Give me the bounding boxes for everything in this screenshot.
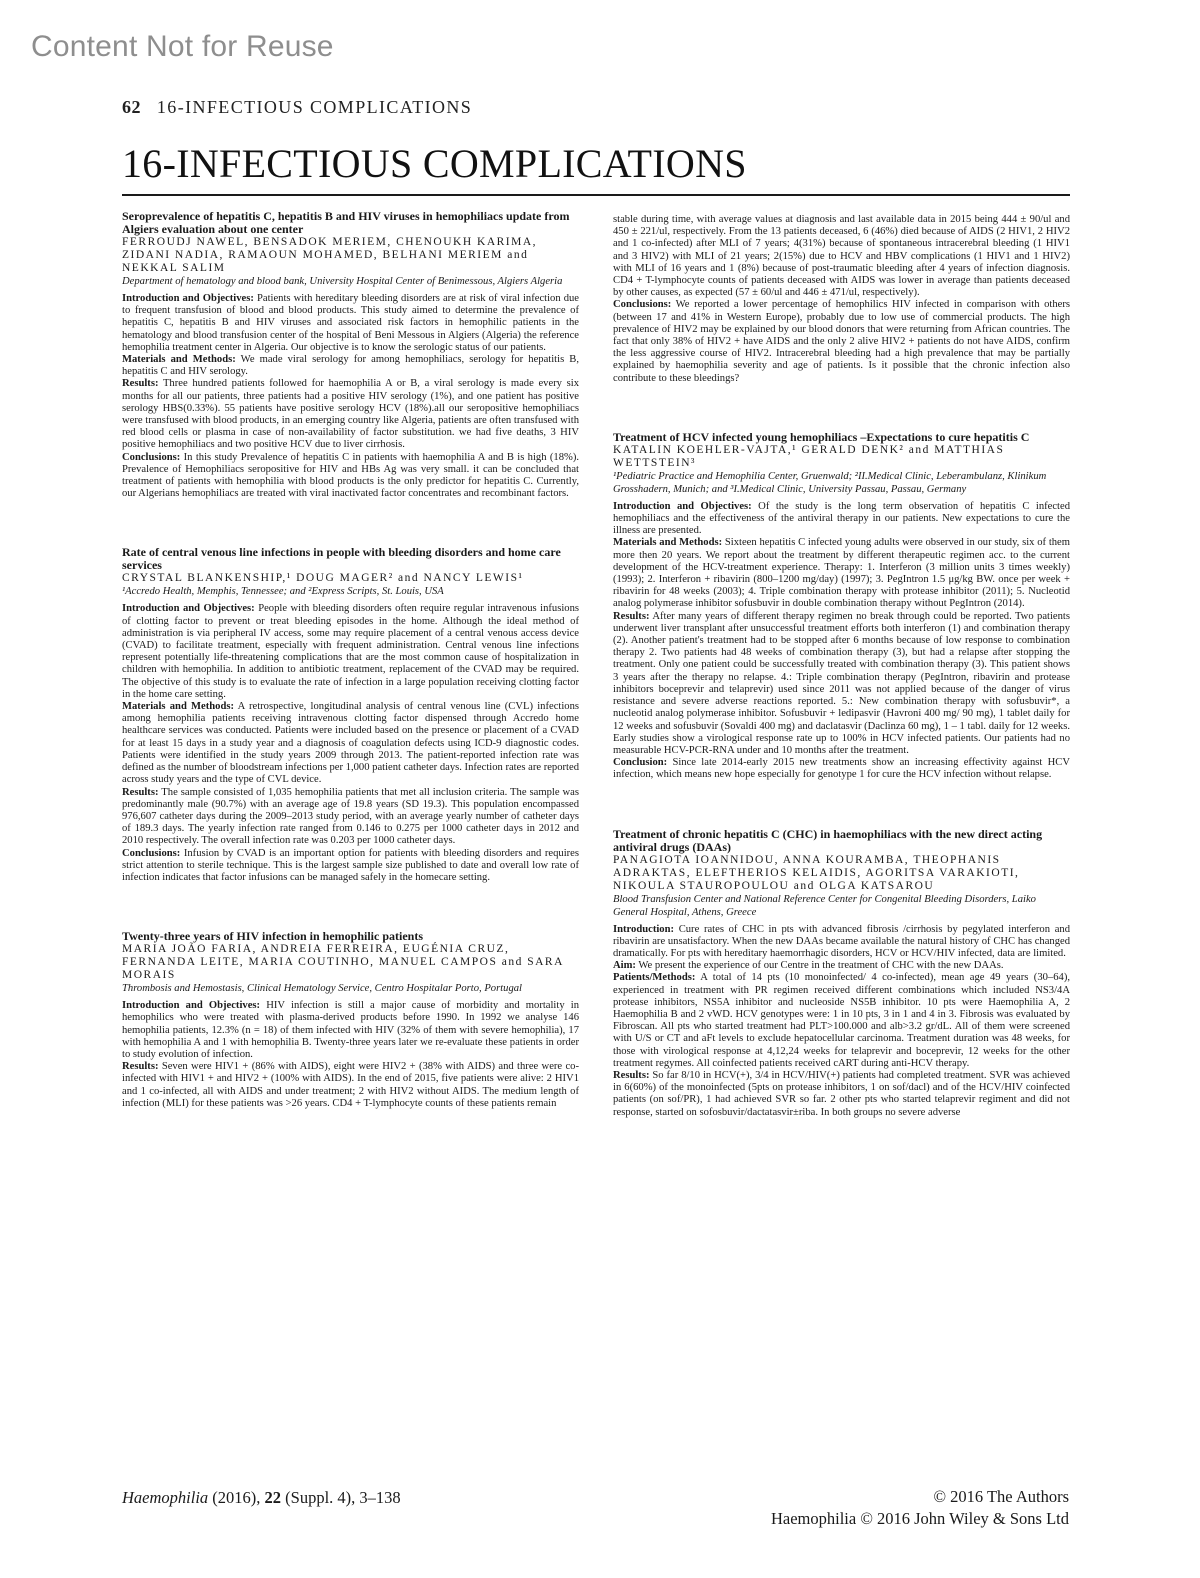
footer-journal: Haemophilia <box>122 1488 209 1507</box>
paragraph-label: Materials and Methods: <box>122 701 235 713</box>
paragraph-text: A total of 14 pts (10 monoinfected/ 4 co-infected), mean age 49 years (30–64), experienced in treatment with PR regimen received different combinations which included NS3/4A protease inhibitors, NS5A inhibitor and nucleoside NS5B inhibitor. 10 pts were Haemophilia A, 2 Haemophilia B and 2 vWD. HCV genotypes were: 1 in 10 pts, 3 in 1 and 4 in 3. Fibrosis was evaluated by Fibroscan. All pts who started treatment had PLT>100.000 and alb>3.2 gr/dL. All of them were screened with U/S or CT and aFt levels to exclude hepatocellular carcinoma. Treatment duration was 48 weeks, for those with virological response at 4,12,24 weeks for telaprevir and boceprevir, 12 weeks for the other treatment regymes. All coinfected patients received cART during anti-HCV therapy. <box>613 972 1070 1069</box>
paragraph-label: Conclusions: <box>613 299 672 311</box>
paragraph-label: Results: <box>122 378 159 390</box>
abstract-paragraph <box>613 924 1070 961</box>
abstract-affiliation: Department of hematology and blood bank, University Hospital Center of Benimessous, Algiers Algeria <box>122 276 563 287</box>
paragraph-text: Infusion by CVAD is an important option for patients with bleeding disorders and requires strict attention to sterile technique. This is the largest sample size published to date and overall low rate of infection indicates that factor infusions can be managed safely in the homecare setting. <box>122 847 579 883</box>
abstract-authors: PANAGIOTA IOANNIDOU, ANNA KOURAMBA, THEOPHANIS ADRAKTAS, ELEFTHERIOS KELAIDIS, AGORITSA VARAKIOTI, NIKOULA STAUROPOULOU and OLGA KATSAROU <box>613 853 1020 892</box>
abstract <box>613 431 1070 782</box>
paragraph-text: stable during time, with average values at diagnosis and last available data in 2015 being 444 ± 90/ul and 450 ± 221/ul, respectively. From the 13 patients deceased, 6 (46%) died because of AIDS (2 HIV1, 2 HIV2 and 1 co-infected) after MLI of 7 years; 4(31%) because of spontaneous intracerebral bleeding (1 HIV1 and 3 HIV2) with MLI of 21 years; 2(15%) due to HCV and HBV complications (1 HIV1 and 1 HIV2) with MLI of 16 years and 1 (8%) because of post-traumatic bleeding after 4 years of infection diagnosis. CD4 + T-lymphocyte counts of patients deceased with AIDS was lower in average than patients deceased by other causes, as expected (57 ± 60/ul and 446 ± 471/ul, respectively). <box>613 214 1070 299</box>
footer-issue: (Suppl. 4), 3–138 <box>285 1488 401 1507</box>
watermark: Content Not for Reuse <box>31 30 334 63</box>
footer-citation <box>122 1488 401 1508</box>
paragraph-label: Patients/Methods: <box>613 972 696 984</box>
abstract-paragraph <box>122 452 579 501</box>
paragraph-label: Aim: <box>613 960 636 972</box>
paragraph-label: Conclusion: <box>613 757 668 769</box>
abstract-paragraph <box>613 611 1070 757</box>
paragraph-label: Materials and Methods: <box>613 537 723 549</box>
abstract-paragraph <box>122 378 579 451</box>
paragraph-label: Results: <box>122 1061 159 1073</box>
abstract <box>122 210 579 500</box>
abstract-paragraph <box>122 354 579 378</box>
abstract-paragraph <box>613 214 1070 299</box>
paragraph-text: We reported a lower percentage of hemophilics HIV infected in comparison with others (between 17 and 41% in Western Europe), probably due to low use of commercial products. The high prevalence of HIV2 may be explained by our blood donors that were returning from African countries. The fact that only 38% of HIV2 + have AIDS and the only 2 alive HIV2 + patients do not have AIDS, confirm the less aggressive course of HIV2. Intracerebral bleeding had a high prevalence that may be partially explained by haemophilia severity and age of patients. Is it possible that the chronic infection also contribute to these bleedings? <box>613 299 1070 384</box>
paragraph-text: People with bleeding disorders often require regular intravenous infusions of clotting factor to prevent or treat bleeding episodes in the home. Although the ideal method of administration is via peripheral IV access, some may require placement of a central venous access device (CVAD) to facilitate treatment, especially with frequent administration. Central venous line infections represent potentially life-threatening complications that are the most common cause of hospitalization in children with hemophilia. In addition to antibiotic treatment, replacement of the CVAD may be required. The objective of this study is to evaluate the rate of infection in a large population receiving clotting factor in the home care setting. <box>122 603 579 700</box>
abstract-affiliation: Thrombosis and Hemostasis, Clinical Hematology Service, Centro Hospitalar Porto, Portugal <box>122 983 523 995</box>
abstract-title: Seroprevalence of hepatitis C, hepatitis B and HIV viruses in hemophiliacs update from Algiers evaluation about one center <box>122 209 570 236</box>
abstract-title: Twenty-three years of HIV infection in hemophilic patients <box>122 929 423 944</box>
right-column <box>613 214 1070 1119</box>
footer-year: (2016), <box>212 1488 261 1507</box>
paragraph-text: So far 8/10 in HCV(+), 3/4 in HCV/HIV(+) patients had completed treatment. SVR was achieved in 6(60%) of the monoinfected (5pts on protease inhibitors, 1 on sof/dacl) and of the HCV/HIV coinfected patients (on sof/PR), 1 had achieved SVR so far. 2 other pts who started telaprevir regiment and did not response, started on sofosbuvir/dactatasvir±riba. In both groups no severe adverse <box>613 1069 1070 1118</box>
paragraph-label: Conclusions: <box>122 847 181 859</box>
paragraph-text: Three hundred patients followed for haemophilia A or B, a viral serology is made every six months for all our patients, three patients had a positive HIV serology (1%), and one patient has positive serology HBS(0.33%). 55 patients have positive serology HCV (18%).all our seropositive hemophiliacs were transfused with blood products, in an emerging country like Algeria, patients are often transfused with red blood cells or plasma in case of non-availability of factor substitution. we had five deaths, 3 HIV positive hemophiliacs and two positive HCV due to liver cirrhosis. <box>122 378 579 451</box>
paragraph-text: After many years of different therapy regimen no break through could be reported. Two patients underwent liver transplant after unsuccessful treatment efforts both interferon (1) and combination therapy (2). Another patient's treatment had to be stopped after 6 months because of low response to combination therapy 2. Two patients had 48 weeks of combination therapy (3), but had a relapse after stopping the treatment. Only one patient could be successfully treated with combination therapy (3). This patient shows 3 years after the therapy no relapse. 4.: Triple combination therapy (PegIntron, ribavirin and protease inhibitors boceprevir and telaprevir) used since 2011 was not applied because of the danger of virus resistance and severe adverse reactions reported. 5.: New combination therapy with sofusbuvir*, a nucleotid analog polymerase inhibitor. Sofusbuvir + ledipasvir (Havroni 400 mg/ 90 mg), 1 tablet daily for 12 weeks and sofusbuvir (Sovaldi 400 mg) and daclatasvir (Daclinza 60 mg), 1 – 1 tabl. daily for 12 weeks. Early studies show a virological response rate up to 100% in HCV infected patients. Our patients had no measurable HCV-PCR-RNA under and 10 months after the treatment. <box>613 610 1070 756</box>
abstract-affiliation: ¹Accredo Health, Memphis, Tennessee; and ²Express Scripts, St. Louis, USA <box>122 586 444 598</box>
paragraph-text: We present the experience of our Centre in the treatment of CHC with the new DAAs. <box>635 960 1004 972</box>
abstract-authors: KATALIN KOEHLER-VAJTA,¹ GERALD DENK² and MATTHIAS WETTSTEIN³ <box>613 443 1005 469</box>
abstract-paragraph <box>613 960 1070 972</box>
page-number: 62 <box>122 97 141 117</box>
paragraph-text: The sample consisted of 1,035 hemophilia patients that met all inclusion criteria. The sample was predominantly male (90.7%) with an average age of 19.8 years (SD 19.3). This population encompassed 976,607 catheter days during the 2009–2013 study period, with an average yearly number of catheter days of 189.3 days. The yearly infection rate ranged from 0.146 to 0.275 per 1000 catheter days in 2012 and 2010 respectively. The overall infection rate was 0.203 per 1000 catheter days. <box>122 786 579 847</box>
abstract-authors: MARIA JOÃO FARIA, ANDREIA FERREIRA, EUGÉNIA CRUZ, FERNANDA LEITE, MARIA COUTINHO, MANUEL CAMPOS and SARA MORAIS <box>122 943 564 982</box>
running-head <box>122 97 472 118</box>
paragraph-label: Introduction: <box>613 923 675 935</box>
abstract-affiliation: Blood Transfusion Center and National Reference Center for Congenital Bleeding Disorders, Laiko General Hospital, Athens, Greece <box>613 893 1036 918</box>
paragraph-text: Sixteen hepatitis C infected young adults were observed in our study, six of them more then 20 years. We report about the treatment by different therapeutic regimen acc. to the current development of the HCV-treatment experience. Therapy: 1. Interferon (3 million units 3 times weekly) (1993); 2. Interferon + ribavirin (800–1200 mg/day) (1997); 3. PegIntron 1.5 μg/kg BW. once per week + ribavirin for 48 weeks (2003); 4. Triple combination therapy with protease inhibitor (2011); 5. Nucleotid analog polymerase inhibitor sofusbuvir in double combination therapy without PegIntron (2014). <box>613 537 1070 610</box>
paragraph-text: Since late 2014-early 2015 new treatments show an increasing effectivity against HCV infection, which means new hope especially for genotype 1 for cure the HCV infection without relapse. <box>613 757 1070 781</box>
footer-copyright-line: © 2016 The Authors <box>933 1487 1069 1506</box>
abstract-paragraph <box>613 299 1070 384</box>
paragraph-label: Introduction and Objectives: <box>122 603 255 615</box>
abstract-title: Treatment of chronic hepatitis C (CHC) in haemophiliacs with the new direct acting antiviral drugs (DAAs) <box>613 826 1043 854</box>
paragraph-text: Of the study is the long term observation of hepatitis C infected hemophiliacs and the effectiveness of the antiviral therapy in our patients. New expectations to cure the illness are presented. <box>613 500 1070 537</box>
paragraph-text: Cure rates of CHC in pts with advanced fibrosis /cirrhosis by pegylated interferon and ribavirin are unsatisfactory. When the new DAAs became available the natural history of CHC has changed dramatically. For pts with hereditary haemorrhagic disorders, HCV or HCV/HIV infected, data are limited. <box>613 923 1070 959</box>
footer-copyright-line: Haemophilia © 2016 John Wiley & Sons Ltd <box>770 1509 1069 1528</box>
paragraph-label: Introduction and Objectives: <box>122 1000 261 1012</box>
paragraph-label: Conclusions: <box>122 451 181 463</box>
abstract-authors: CRYSTAL BLANKENSHIP,¹ DOUG MAGER² and NANCY LEWIS¹ <box>122 572 524 585</box>
abstract-paragraph <box>122 1061 579 1110</box>
paragraph-label: Results: <box>613 1069 650 1081</box>
paragraph-text: We made viral serology for among hemophiliacs, serology for hepatitis B, hepatitis C and HIV serology. <box>122 354 579 378</box>
abstract-title: Treatment of HCV infected young hemophiliacs –Expectations to cure hepatitis C <box>613 429 1030 444</box>
footer-volume: 22 <box>264 1488 282 1507</box>
abstract-paragraph <box>613 501 1070 538</box>
paragraph-text: Seven were HIV1 + (86% with AIDS), eight were HIV2 + (38% with AIDS) and three were co-infected with HIV1 + and HIV2 + (100% with AIDS). In the end of 2015, five patients were alive: 2 HIV1 and 1 co-infected, all with AIDS and under treatment; 2 with HIV2 without AIDS. The medium length of infection (MLI) for these patients was >26 years. CD4 + T-lymphocyte counts of these patients remain <box>122 1061 579 1109</box>
section-title: 16-INFECTIOUS COMPLICATIONS <box>122 141 747 186</box>
paragraph-label: Introduction and Objectives: <box>613 500 752 512</box>
abstract-title: Rate of central venous line infections in people with bleeding disorders and home care services <box>122 545 561 573</box>
paragraph-text: A retrospective, longitudinal analysis of central venous line (CVL) infections among hemophilia patients receiving intravenous clotting factor dispensed through Accredo home healthcare services was conducted. Patients were included based on the presence or placement of a CVAD for at least 15 days in a study year and a diagnosis of coagulation defects using ICD-9 diagnostic codes. Patients were identified in the study years 2009 through 2013. The patient-reported infection rate was defined as the number of bloodstream infections per 1,000 patient catheter days. Infection rates are reported across study years and the type of CVL device. <box>122 701 579 786</box>
paragraph-label: Results: <box>122 786 159 798</box>
paragraph-text: Patients with hereditary bleeding disorders are at risk of viral infection due to frequent transfusion of blood and blood products. This study aimed to determine the prevalence of hepatitis C, hepatitis B and HIV viruses and associated risk factors in hemophilic patients in the hematology and blood transfusion center of the hospital of Beni Messous in Algiers (Algeria) the reference hemophilia treatment center in Algeria. Our objective is to know the serologic status of our patients. <box>122 293 579 353</box>
abstract-paragraph <box>613 537 1070 610</box>
abstract-authors: FERROUDJ NAWEL, BENSADOK MERIEM, CHENOUKH KARIMA, ZIDANI NADIA, RAMAOUN MOHAMED, BELHANI MERIEM and NEKKAL SALIM <box>122 236 538 274</box>
paragraph-text: In this study Prevalence of hepatitis C in patients with haemophilia A and B is high (18%). Prevalence of Hemophiliacs seropositive for HIV and HBs Ag was very small. it can be concluded that treatment of patients with hemophilia with blood products is the only predictor for hepatitis C. Currently, our Algerians hemophiliacs are treated with viral inactivated factor concentrates and recombinant factors. <box>122 451 579 500</box>
abstract-paragraph <box>613 757 1070 781</box>
abstract-paragraph <box>122 848 579 885</box>
abstract-paragraph <box>613 972 1070 1070</box>
abstract-paragraph <box>122 701 579 786</box>
abstract-paragraph <box>122 787 579 848</box>
left-column <box>122 210 579 1110</box>
abstract <box>122 546 579 884</box>
abstract-affiliation: ¹Pediatric Practice and Hemophilia Center, Gruenwald; ²II.Medical Clinic, Leberambulanz, Klinikum Grosshadern, Munich; and ³I.Medical Clinic, University Passau, Passau, Germany <box>613 470 1047 495</box>
abstract-paragraph <box>613 1070 1070 1119</box>
abstract-paragraph <box>122 1000 579 1061</box>
paragraph-label: Introduction and Objectives: <box>122 293 254 304</box>
title-rule <box>122 194 1070 196</box>
paragraph-label: Materials and Methods: <box>122 354 236 366</box>
footer-copyright <box>771 1486 1069 1530</box>
abstract <box>613 828 1070 1119</box>
running-head-title: 16-INFECTIOUS COMPLICATIONS <box>156 97 473 117</box>
abstract-continuation <box>613 214 1070 385</box>
abstract-paragraph <box>122 293 579 354</box>
abstract <box>122 930 579 1110</box>
abstract-paragraph <box>122 603 579 701</box>
paragraph-text: HIV infection is still a major cause of morbidity and mortality in hemophilics who were treated with plasma-derived products before 1990. In 1992 we analyse 146 hemophilia patients, 12.3% (n = 18) of them infected with HIV (32% of them with severe hemophilia), 17 with hemophilia A and 1 with hemophilia B. Twenty-three years later we re-evaluate these patients in order to study evolution of infection. <box>122 1000 580 1060</box>
paragraph-label: Results: <box>613 610 650 622</box>
